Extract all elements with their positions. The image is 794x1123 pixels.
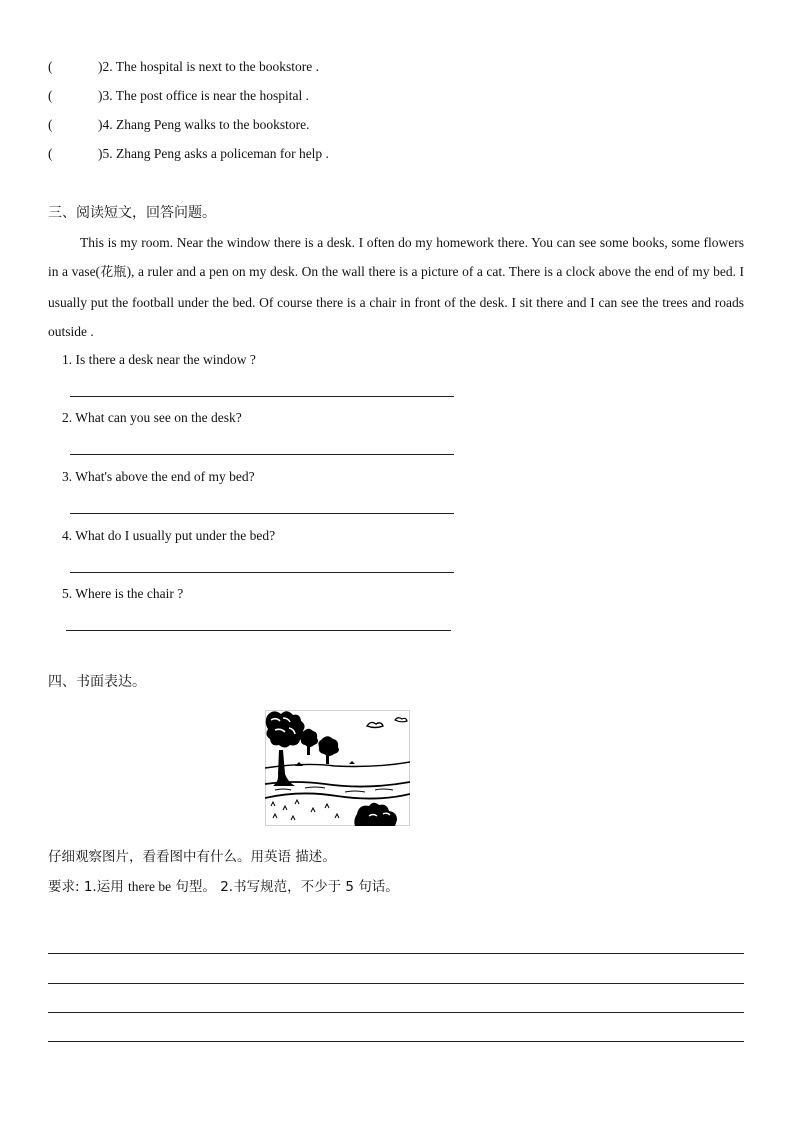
answer-line-1[interactable] (70, 396, 454, 397)
answer-line-3[interactable] (70, 513, 454, 514)
writing-line-1[interactable] (48, 953, 744, 954)
section-4-title: 四、书面表达。 (48, 674, 146, 690)
tf-statement: )3. The post office is near the hospital . (98, 88, 309, 103)
passage-cjk-gloss: 花瓶 (100, 265, 127, 281)
question-3: 3. What's above the end of my bed? (62, 469, 255, 484)
question-4: 4. What do I usually put under the bed? (62, 528, 276, 543)
answer-paren-open: ( (48, 117, 53, 132)
passage-part-1: This is my room. Near the window there is a desk. I often do my homework there. You can see some books, some flowers in a vase( (48, 235, 744, 280)
writing-instruction-1: 仔细观察图片，看看图中有什么。用英语 描述。 (48, 849, 336, 865)
tf-item-5 (48, 145, 329, 163)
answer-line-4[interactable] (70, 572, 454, 573)
tf-statement: )5. Zhang Peng asks a policeman for help . (98, 146, 329, 161)
passage-part-2: ), a ruler and a pen on my desk. On the wall there is a picture of a cat. There is a clock above the end of my bed. I usually put the football under the bed. Of course there is a chair in front of the desk. I sit there and I can see the trees and roads outside . (48, 264, 744, 339)
requirement-part-1: 要求: 1.运用 (48, 879, 129, 895)
tf-item-4 (48, 116, 309, 134)
requirement-there-be: there be (128, 879, 172, 894)
answer-line-5[interactable] (66, 630, 451, 631)
reading-passage (48, 228, 744, 346)
tf-statement: )2. The hospital is next to the bookstore . (98, 59, 319, 74)
writing-requirement (48, 877, 399, 897)
writing-line-3[interactable] (48, 1012, 744, 1013)
tf-item-2 (48, 58, 319, 76)
answer-paren-open: ( (48, 146, 53, 161)
writing-line-2[interactable] (48, 983, 744, 984)
writing-line-4[interactable] (48, 1041, 744, 1042)
answer-paren-open: ( (48, 59, 53, 74)
requirement-part-2: 句型。 2.书写规范，不少于 5 句话。 (171, 879, 399, 895)
section-3-title: 三、阅读短文，回答问题。 (48, 205, 216, 221)
question-5: 5. Where is the chair ? (62, 586, 184, 601)
question-2: 2. What can you see on the desk? (62, 410, 242, 425)
tf-item-3 (48, 87, 309, 105)
tf-statement: )4. Zhang Peng walks to the bookstore. (98, 117, 310, 132)
question-1: 1. Is there a desk near the window ? (62, 352, 256, 367)
landscape-illustration-icon (265, 710, 410, 826)
answer-paren-open: ( (48, 88, 53, 103)
answer-line-2[interactable] (70, 454, 454, 455)
